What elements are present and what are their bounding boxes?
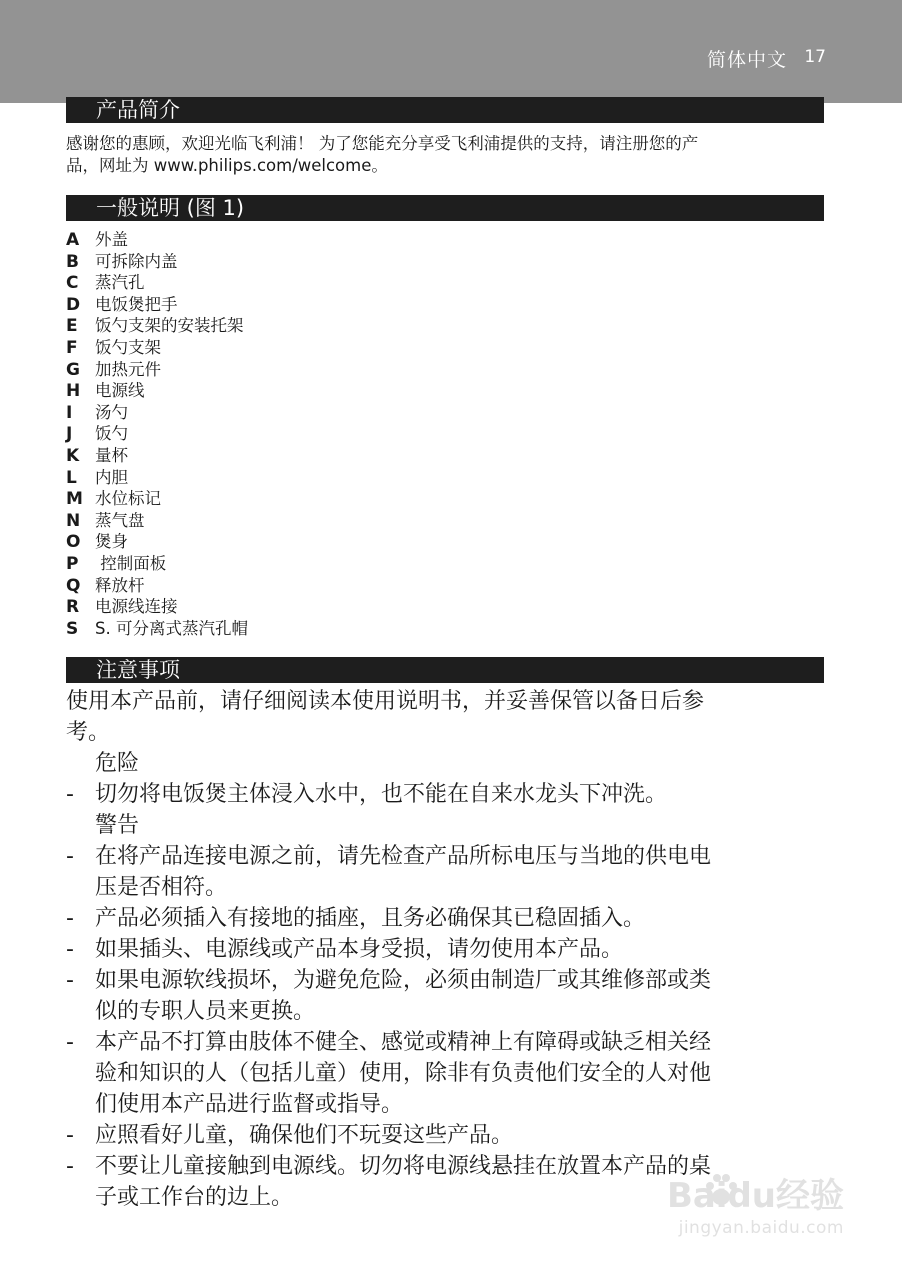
item-line: 不要让儿童接触到电源线。切勿将电源线悬挂在放置本产品的桌: [95, 1154, 712, 1179]
part-letter: S: [66, 618, 79, 639]
dash-bullet: -: [66, 906, 74, 931]
list-item: [66, 402, 566, 424]
list-item: [66, 294, 566, 316]
item-line: 产品必须插入有接地的插座，且务必确保其已稳固插入。: [95, 906, 646, 931]
section-title-intro-text: 产品简介: [96, 98, 180, 122]
item-line: 如果电源软线损坏，为避免危险，必须由制造厂或其维修部或类: [95, 968, 712, 993]
notice-lead-line: 使用本产品前，请仔细阅读本使用说明书，并妥善保管以备日后参: [66, 689, 705, 714]
item-line: 在将产品连接电源之前，请先检查产品所标电压与当地的供电电: [95, 844, 712, 869]
part-text: 电源线连接: [95, 597, 178, 617]
parts-list: [66, 229, 566, 639]
part-text: 控制面板: [95, 553, 167, 573]
item-line: 压是否相符。: [95, 875, 228, 900]
part-text: 水位标记: [95, 489, 161, 509]
part-text: 外盖: [95, 230, 128, 249]
list-item: [66, 575, 566, 597]
list-item: [66, 445, 566, 467]
header-language: 简体中文: [706, 49, 787, 71]
section-title-notice: [66, 657, 824, 683]
warning-item: [66, 934, 821, 965]
item-line: 切勿将电饭煲主体浸入水中，也不能在自来水龙头下冲洗。: [95, 782, 668, 807]
part-letter: D: [66, 294, 81, 315]
warning-item: [66, 1120, 821, 1151]
part-letter: L: [66, 467, 77, 488]
list-item: [66, 467, 566, 489]
part-text: S. 可分离式蒸汽孔帽: [95, 618, 248, 638]
list-item: [66, 531, 566, 553]
part-letter: C: [66, 273, 79, 294]
part-text: 煲身: [95, 532, 128, 552]
list-item: [66, 251, 566, 273]
part-text: 内胆: [95, 467, 128, 487]
part-letter: Q: [66, 575, 81, 596]
list-item: [66, 380, 566, 402]
item-line: 如果插头、电源线或产品本身受损，请勿使用本产品。: [95, 937, 624, 962]
watermark-logo: Baidu经验: [666, 1176, 844, 1216]
notice-content: [66, 686, 821, 1213]
part-text: 加热元件: [95, 359, 161, 379]
item-line: 验和知识的人（包括儿童）使用，除非有负责他们安全的人对他: [95, 1061, 712, 1086]
part-letter: A: [66, 230, 80, 250]
part-text: 饭勺支架的安装托架: [95, 316, 244, 336]
dash-bullet: -: [66, 1123, 74, 1148]
part-letter: J: [66, 424, 73, 445]
warning-item: [66, 841, 821, 903]
part-text: 蒸气盘: [95, 510, 145, 530]
part-letter: I: [66, 402, 73, 423]
section-title-general: [66, 195, 824, 221]
warning-heading: 警告: [95, 813, 140, 838]
dash-bullet: -: [66, 937, 74, 962]
part-text: 量杯: [95, 445, 128, 465]
list-item: [66, 596, 566, 618]
notice-lead-line: 考。: [66, 720, 111, 745]
part-letter: O: [66, 532, 81, 553]
item-line: 应照看好儿童，确保他们不玩耍这些产品。: [95, 1123, 514, 1148]
part-letter: K: [66, 445, 80, 466]
header-band: [0, 0, 902, 103]
part-letter: G: [66, 359, 80, 380]
part-text: 释放杆: [95, 575, 145, 595]
dash-bullet: -: [66, 1154, 74, 1179]
section-title-intro: [66, 97, 824, 123]
item-line: 们使用本产品进行监督或指导。: [95, 1092, 404, 1117]
item-line: 似的专职人员来更换。: [95, 999, 316, 1024]
watermark-url: jingyan.baidu.com: [678, 1218, 844, 1238]
intro-line: 感谢您的惠顾，欢迎光临飞利浦！ 为了您能充分享受飞利浦提供的支持，请注册您的产: [66, 134, 699, 153]
danger-item: [66, 779, 821, 810]
dash-bullet: -: [66, 1030, 74, 1055]
list-item: [66, 337, 566, 359]
list-item: [66, 423, 566, 445]
part-text: 饭勺支架: [95, 337, 161, 357]
warning-item: [66, 1027, 821, 1120]
list-item: [66, 229, 566, 251]
list-item: [66, 488, 566, 510]
list-item: [66, 618, 566, 640]
part-letter: H: [66, 381, 81, 402]
part-text: 饭勺: [95, 424, 128, 444]
part-letter: N: [66, 510, 81, 531]
dash-bullet: -: [66, 782, 74, 807]
list-item: [66, 510, 566, 532]
item-line: 本产品不打算由肢体不健全、感觉或精神上有障碍或缺乏相关经: [95, 1030, 712, 1055]
section-title-notice-text: 注意事项: [96, 658, 180, 682]
part-text: 电饭煲把手: [95, 294, 178, 314]
part-letter: M: [66, 489, 83, 510]
intro-line: 品，网址为 www.philips.com/welcome。: [66, 156, 388, 175]
intro-paragraph: [66, 133, 806, 177]
part-text: 汤勺: [95, 402, 128, 422]
page-number: 17: [804, 47, 826, 67]
warning-item: [66, 903, 821, 934]
list-item: [66, 272, 566, 294]
part-letter: B: [66, 251, 79, 272]
part-letter: P: [66, 553, 79, 574]
part-text: 蒸汽孔: [95, 273, 145, 293]
part-letter: R: [66, 597, 80, 618]
list-item: [66, 359, 566, 381]
part-letter: F: [66, 337, 78, 358]
item-line: 子或工作台的边上。: [95, 1185, 294, 1210]
part-letter: E: [66, 316, 78, 337]
danger-heading: 危险: [95, 751, 140, 776]
part-text: 可拆除内盖: [95, 251, 178, 271]
dash-bullet: -: [66, 844, 74, 869]
notice-lead: [66, 686, 821, 748]
list-item: [66, 315, 566, 337]
warning-item: [66, 965, 821, 1027]
baidu-watermark: [609, 1168, 844, 1248]
dash-bullet: -: [66, 968, 74, 993]
part-text: 电源线: [95, 381, 145, 401]
list-item: [66, 553, 566, 575]
section-title-general-text: 一般说明 (图 1): [96, 196, 245, 220]
